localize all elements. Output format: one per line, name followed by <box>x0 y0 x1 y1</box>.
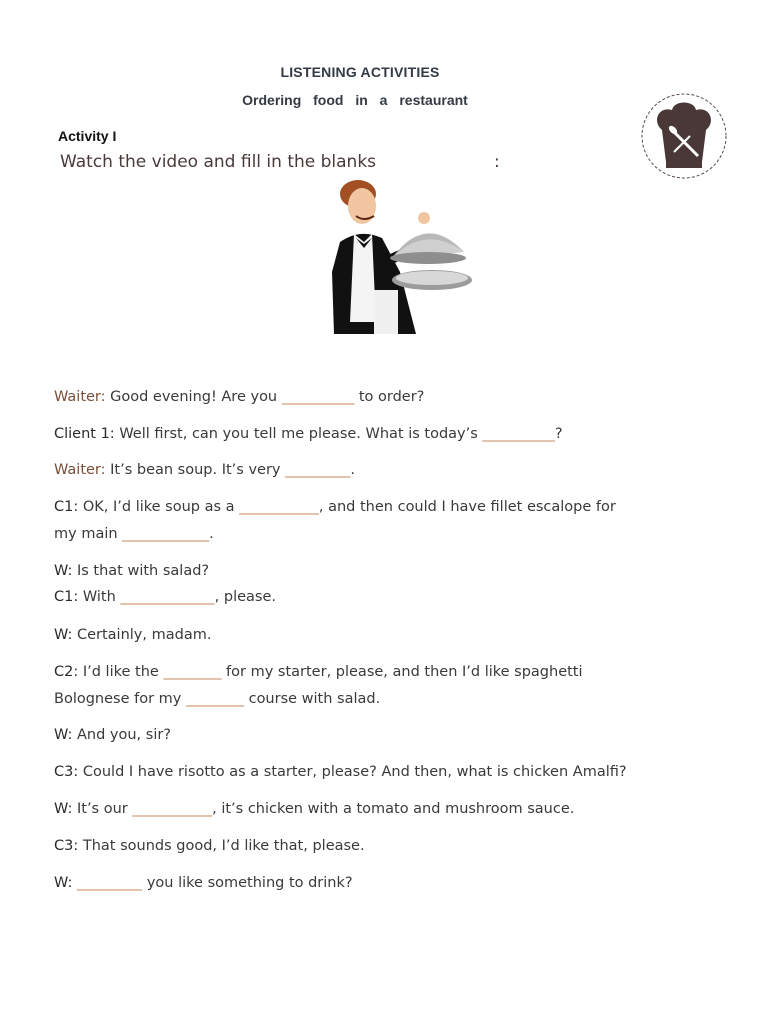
dialogue-text: , it’s chicken with a tomato and mushroom sauce. <box>212 801 575 817</box>
dialogue-line <box>54 457 355 484</box>
dialogue-text: course with salad. <box>248 691 381 707</box>
dialogue-text: It’s bean soup. It’s very <box>110 462 281 478</box>
speaker-label: W: <box>54 627 73 643</box>
speaker-label: W: <box>54 875 73 891</box>
dialogue-text: OK, I’d like soup as a <box>82 499 235 515</box>
speaker-label: W: <box>54 563 73 579</box>
activity-label: Activity I <box>58 128 117 144</box>
blank-field[interactable]: ____________ <box>122 526 210 542</box>
blank-field[interactable]: __________ <box>281 389 355 405</box>
dialogue-text: With <box>82 589 116 605</box>
speaker-label: C1: <box>54 499 79 515</box>
waiter-illustration-icon <box>320 172 480 340</box>
dialogue-text: I’d like the <box>82 664 159 680</box>
dialogue-text: for my starter, please, and then I’d like spaghetti <box>226 664 583 680</box>
dialogue-line <box>54 870 353 897</box>
dialogue-line <box>54 494 616 521</box>
dialogue-text: . <box>209 526 214 542</box>
worksheet-title: LISTENING ACTIVITIES <box>280 64 440 80</box>
dialogue-text: , and then could I have fillet escalope for <box>318 499 616 515</box>
blank-field[interactable]: _________ <box>285 462 351 478</box>
dialogue-text: ? <box>554 426 563 442</box>
dialogue-text: Bolognese for my <box>54 691 182 707</box>
blank-field[interactable]: ________ <box>185 691 244 707</box>
dialogue-text: It’s our <box>76 801 128 817</box>
speaker-label: W: <box>54 801 73 817</box>
speaker-label: Client 1: <box>54 426 115 442</box>
speaker-label: C3: <box>54 838 79 854</box>
dialogue-line <box>54 421 563 448</box>
instruction-colon: : <box>494 152 500 172</box>
dialogue-line <box>54 796 574 823</box>
blank-field[interactable]: ________ <box>163 664 222 680</box>
blank-field[interactable]: __________ <box>482 426 555 442</box>
speaker-label: C3: <box>54 764 79 780</box>
dialogue-text: . <box>350 462 355 478</box>
dialogue-text: Good evening! Are you <box>110 389 278 405</box>
speaker-label: C2: <box>54 664 79 680</box>
dialogue-text: to order? <box>358 389 425 405</box>
dialogue-text: my main <box>54 526 118 542</box>
dialogue-text: Could I have risotto as a starter, please? And then, what is chicken Amalfi? <box>82 764 627 780</box>
dialogue-line <box>54 384 424 411</box>
dialogue-line <box>54 722 171 749</box>
blank-field[interactable]: ___________ <box>132 801 213 817</box>
speaker-label: Waiter: <box>54 389 106 405</box>
dialogue-line <box>54 759 627 786</box>
blank-field[interactable]: ___________ <box>239 499 319 515</box>
dialogue-text: That sounds good, I’d like that, please. <box>82 838 365 854</box>
speaker-label: Waiter: <box>54 462 106 478</box>
dialogue-text: Is that with salad? <box>76 563 210 579</box>
dialogue-text: you like something to drink? <box>146 875 353 891</box>
dialogue-line <box>54 558 209 585</box>
dialogue-line <box>54 521 214 548</box>
dialogue-text: And you, sir? <box>76 727 172 743</box>
dialogue-line <box>54 833 365 860</box>
speaker-label: C1: <box>54 589 79 605</box>
dialogue-text: Well first, can you tell me please. What is today’s <box>119 426 478 442</box>
dialogue-line <box>54 622 211 649</box>
dialogue-line <box>54 659 583 686</box>
worksheet-subtitle: Ordering food in a restaurant <box>242 92 468 108</box>
activity-instruction: Watch the video and fill in the blanks <box>60 152 377 172</box>
dialogue-line <box>54 584 276 611</box>
blank-field[interactable]: _________ <box>76 875 143 891</box>
chef-hat-logo-icon <box>640 92 728 180</box>
dialogue-text: , please. <box>214 589 276 605</box>
speaker-label: W: <box>54 727 73 743</box>
blank-field[interactable]: _____________ <box>120 589 215 605</box>
dialogue-text: Certainly, madam. <box>76 627 212 643</box>
dialogue-line <box>54 686 380 713</box>
